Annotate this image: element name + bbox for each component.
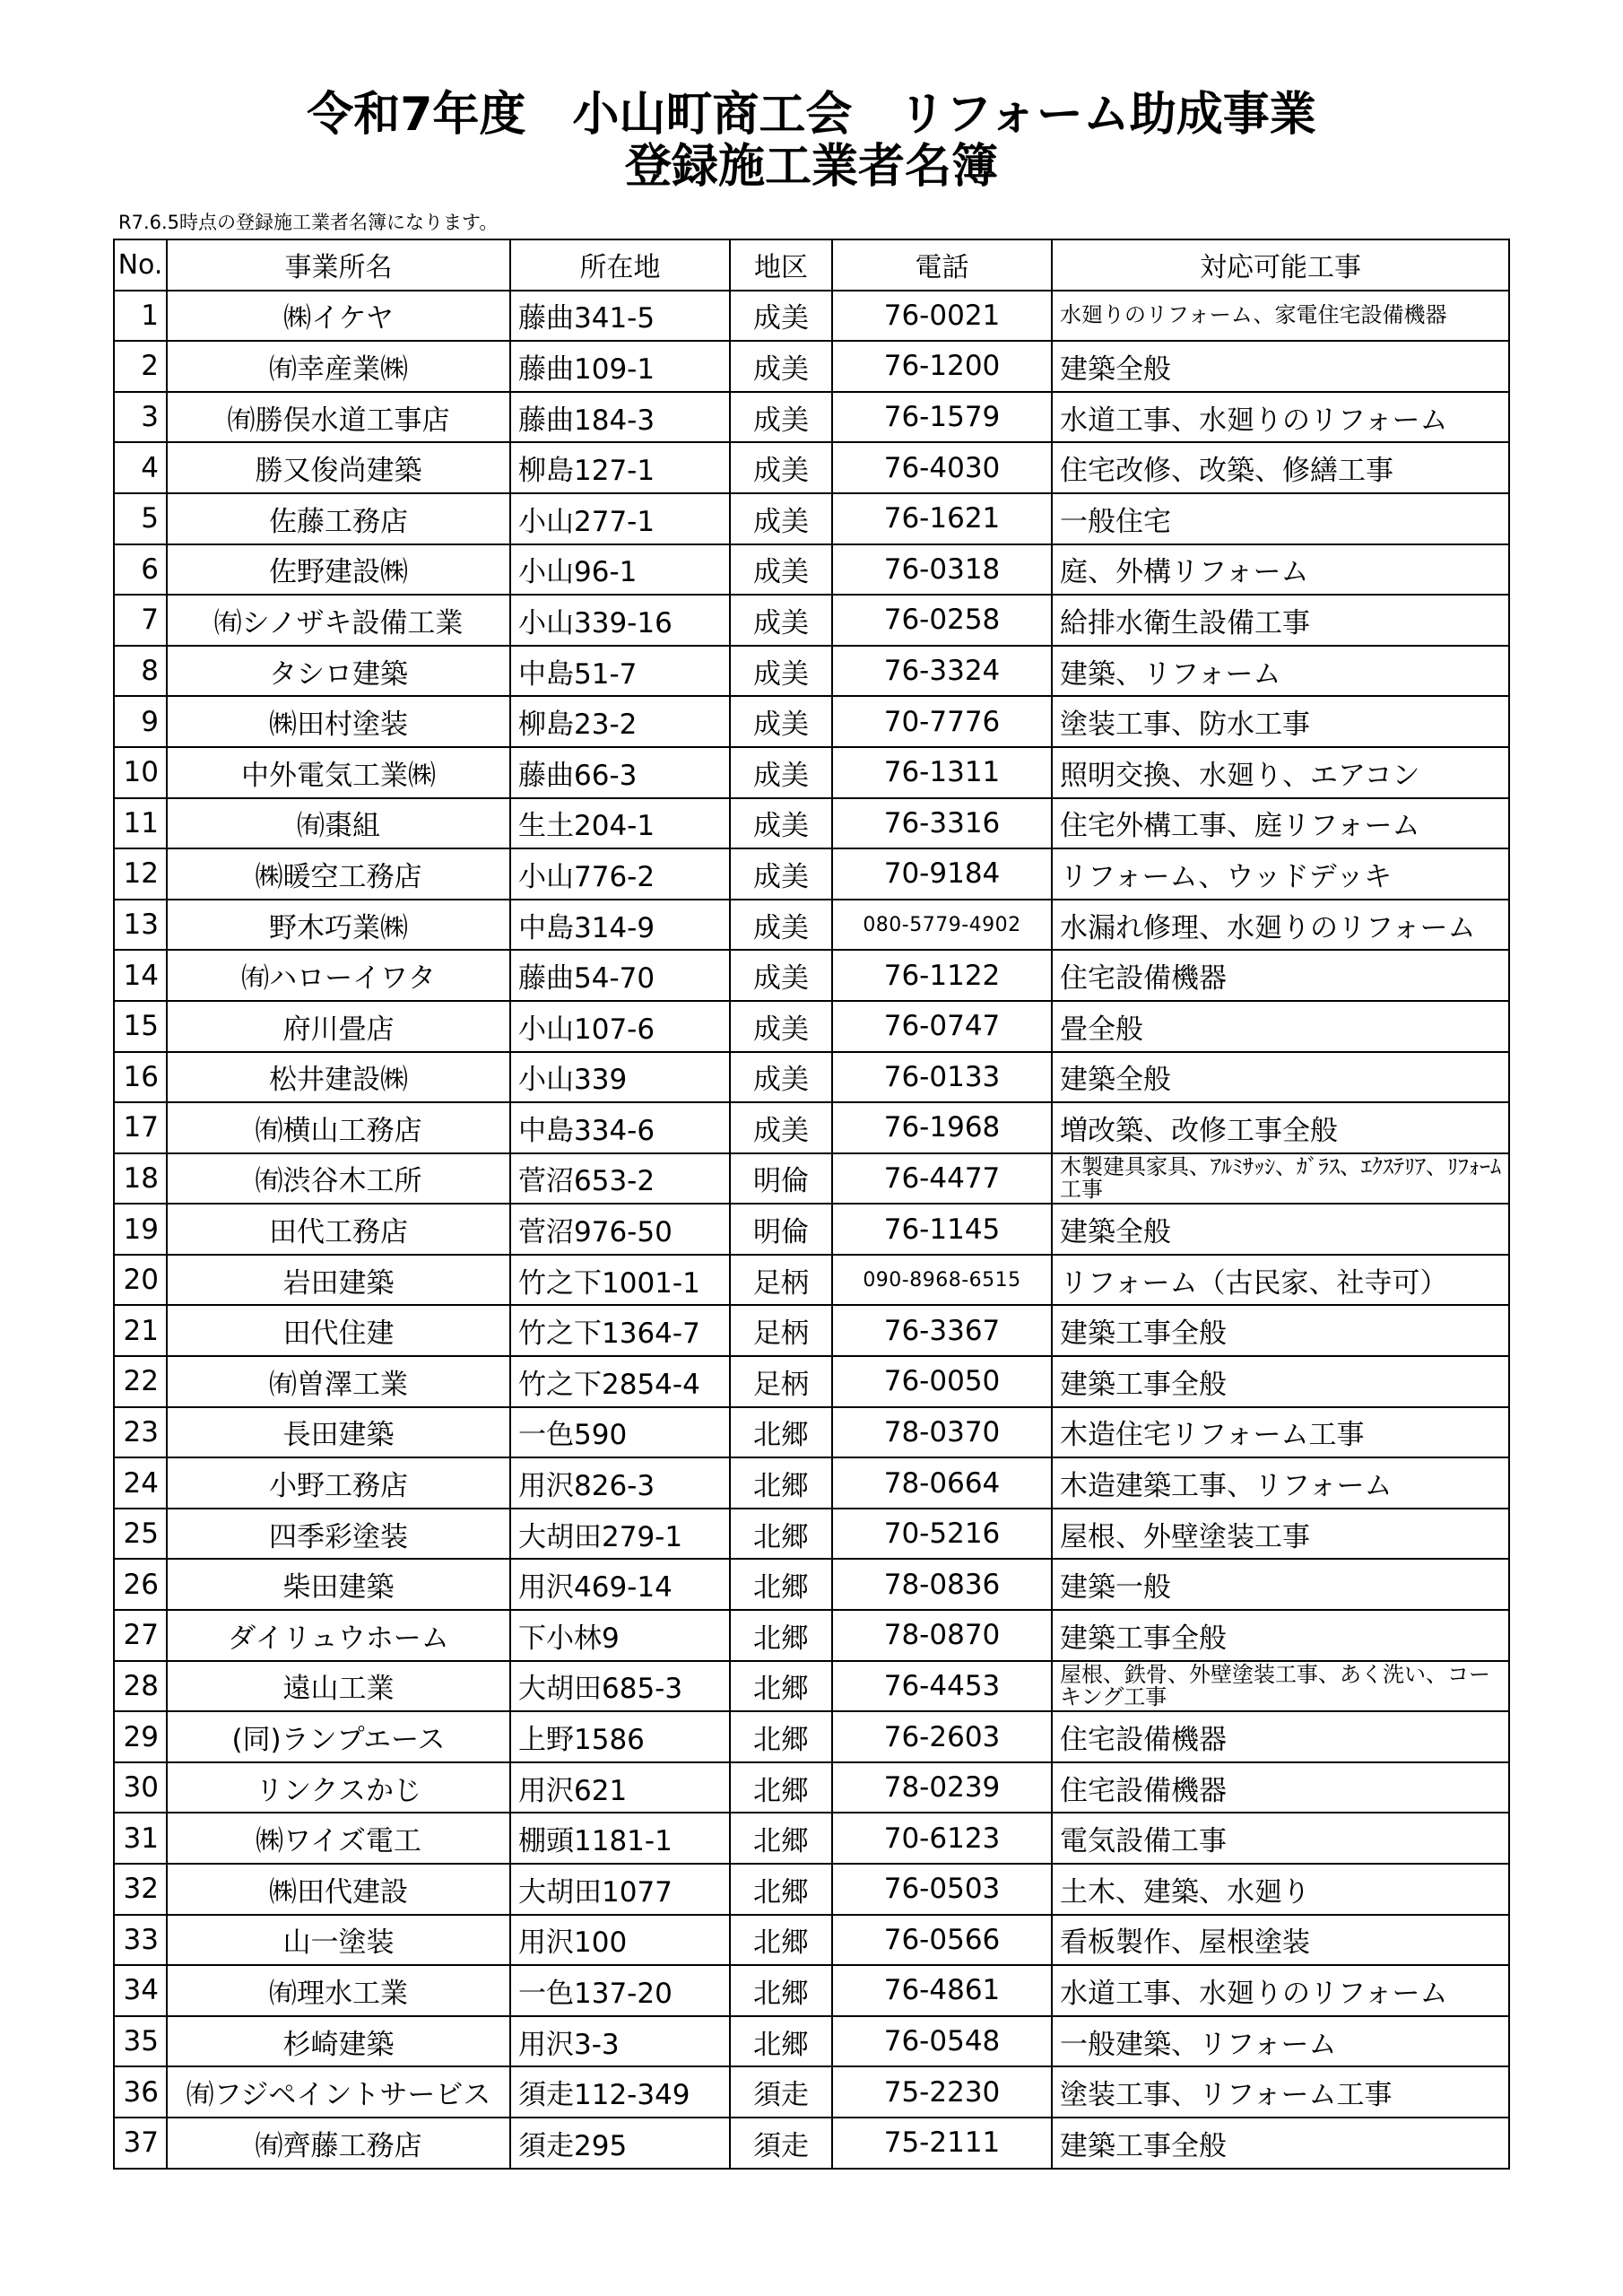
- work-types: 建築一般: [1052, 1559, 1509, 1610]
- work-types: 屋根、外壁塗装工事: [1052, 1509, 1509, 1560]
- phone: 75-2111: [832, 2118, 1052, 2169]
- table-row: [114, 291, 1509, 342]
- address: 中島51-7: [510, 646, 730, 697]
- work-types: 住宅設備機器: [1052, 1762, 1509, 1813]
- work-types: 照明交換、水廻り、エアコン: [1052, 747, 1509, 798]
- business-name: ㈲シノザキ設備工業: [167, 595, 510, 646]
- table-row: [114, 1813, 1509, 1864]
- work-types: 庭、外構リフォーム: [1052, 544, 1509, 596]
- phone: 70-6123: [832, 1813, 1052, 1864]
- business-name: ㈱田村塗装: [167, 696, 510, 747]
- business-name: ㈲幸産業㈱: [167, 341, 510, 392]
- phone: 76-0050: [832, 1356, 1052, 1407]
- table-row: [114, 595, 1509, 646]
- phone: 76-1579: [832, 392, 1052, 443]
- table-row: [114, 392, 1509, 443]
- work-types: 塗装工事、リフォーム工事: [1052, 2066, 1509, 2118]
- district: 北郷: [730, 1965, 832, 2016]
- phone: 080-5779-4902: [832, 900, 1052, 951]
- table-row: [114, 798, 1509, 849]
- row-number: 3: [114, 392, 167, 443]
- document-title-line2: 登録施工業者名簿: [624, 140, 998, 194]
- address: 柳島127-1: [510, 442, 730, 493]
- row-number: 16: [114, 1052, 167, 1103]
- phone: 78-0664: [832, 1457, 1052, 1509]
- business-name: 勝又俊尚建築: [167, 442, 510, 493]
- table-row: [114, 1102, 1509, 1153]
- address: 用沢100: [510, 1915, 730, 1966]
- table-row: [114, 341, 1509, 392]
- business-name: リンクスかじ: [167, 1762, 510, 1813]
- address: 小山277-1: [510, 493, 730, 544]
- table-row: [114, 1305, 1509, 1356]
- district: 成美: [730, 493, 832, 544]
- phone: 76-4030: [832, 442, 1052, 493]
- header-name: 事業所名: [167, 239, 510, 291]
- district: 北郷: [730, 1457, 832, 1509]
- work-types: 木製建具家具、ｱﾙﾐｻｯｼ、ｶﾞﾗｽ、ｴｸｽﾃﾘｱ、ﾘﾌｫｰﾑ工事: [1052, 1153, 1509, 1205]
- address: 菅沼976-50: [510, 1204, 730, 1255]
- work-types: 建築工事全般: [1052, 2118, 1509, 2169]
- address: 竹之下2854-4: [510, 1356, 730, 1407]
- business-name: 野木巧業㈱: [167, 900, 510, 951]
- phone: 76-1968: [832, 1102, 1052, 1153]
- address: 小山96-1: [510, 544, 730, 596]
- address: 中島334-6: [510, 1102, 730, 1153]
- table-row: [114, 1965, 1509, 2016]
- work-types: 水廻りのリフォーム、家電住宅設備機器: [1052, 291, 1509, 342]
- row-number: 21: [114, 1305, 167, 1356]
- phone: 78-0870: [832, 1610, 1052, 1661]
- district: 須走: [730, 2066, 832, 2118]
- business-name: 中外電気工業㈱: [167, 747, 510, 798]
- header-address: 所在地: [510, 239, 730, 291]
- business-name: 府川畳店: [167, 1001, 510, 1052]
- phone: 76-4861: [832, 1965, 1052, 2016]
- business-name: ㈲理水工業: [167, 1965, 510, 2016]
- work-types: 水道工事、水廻りのリフォーム: [1052, 1965, 1509, 2016]
- district: 成美: [730, 595, 832, 646]
- table-row: [114, 696, 1509, 747]
- table-row: [114, 646, 1509, 697]
- document-title-line1: 令和7年度 小山町商工会 リフォーム助成事業: [307, 88, 1316, 142]
- table-row: [114, 1204, 1509, 1255]
- table-row: [114, 1001, 1509, 1052]
- row-number: 33: [114, 1915, 167, 1966]
- district: 北郷: [730, 2016, 832, 2067]
- work-types: 建築工事全般: [1052, 1610, 1509, 1661]
- table-row: [114, 950, 1509, 1001]
- table-row: [114, 2016, 1509, 2067]
- address: 一色590: [510, 1407, 730, 1458]
- table-row: [114, 2118, 1509, 2169]
- phone: 76-0318: [832, 544, 1052, 596]
- address: 用沢826-3: [510, 1457, 730, 1509]
- row-number: 11: [114, 798, 167, 849]
- business-name: 柴田建築: [167, 1559, 510, 1610]
- phone: 76-1122: [832, 950, 1052, 1001]
- address: 小山339-16: [510, 595, 730, 646]
- address: 棚頭1181-1: [510, 1813, 730, 1864]
- phone: 78-0370: [832, 1407, 1052, 1458]
- business-name: ㈲横山工務店: [167, 1102, 510, 1153]
- header-area: 地区: [730, 239, 832, 291]
- address: 小山107-6: [510, 1001, 730, 1052]
- row-number: 36: [114, 2066, 167, 2118]
- row-number: 27: [114, 1610, 167, 1661]
- row-number: 29: [114, 1711, 167, 1762]
- phone: 76-1311: [832, 747, 1052, 798]
- address: 小山776-2: [510, 848, 730, 900]
- business-name: 遠山工業: [167, 1661, 510, 1712]
- table-row: [114, 1559, 1509, 1610]
- phone: 76-2603: [832, 1711, 1052, 1762]
- phone: 78-0239: [832, 1762, 1052, 1813]
- business-name: 佐野建設㈱: [167, 544, 510, 596]
- district: 成美: [730, 848, 832, 900]
- district: 成美: [730, 442, 832, 493]
- address: 小山339: [510, 1052, 730, 1103]
- business-name: 小野工務店: [167, 1457, 510, 1509]
- address: 須走295: [510, 2118, 730, 2169]
- table-row: [114, 1255, 1509, 1306]
- phone: 78-0836: [832, 1559, 1052, 1610]
- address: 竹之下1001-1: [510, 1255, 730, 1306]
- row-number: 5: [114, 493, 167, 544]
- district: 北郷: [730, 1915, 832, 1966]
- phone: 76-1145: [832, 1204, 1052, 1255]
- work-types: 木造建築工事、リフォーム: [1052, 1457, 1509, 1509]
- address: 柳島23-2: [510, 696, 730, 747]
- table-row: [114, 2066, 1509, 2118]
- phone: 76-0133: [832, 1052, 1052, 1103]
- work-types: 電気設備工事: [1052, 1813, 1509, 1864]
- business-name: ㈱ワイズ電工: [167, 1813, 510, 1864]
- table-row: [114, 747, 1509, 798]
- work-types: リフォーム、ウッドデッキ: [1052, 848, 1509, 900]
- district: 北郷: [730, 1762, 832, 1813]
- row-number: 23: [114, 1407, 167, 1458]
- district: 成美: [730, 544, 832, 596]
- row-number: 34: [114, 1965, 167, 2016]
- table-row: [114, 1661, 1509, 1712]
- district: 北郷: [730, 1407, 832, 1458]
- district: 足柄: [730, 1255, 832, 1306]
- work-types: 住宅設備機器: [1052, 1711, 1509, 1762]
- business-name: 長田建築: [167, 1407, 510, 1458]
- address: 藤曲184-3: [510, 392, 730, 443]
- district: 成美: [730, 798, 832, 849]
- work-types: 増改築、改修工事全般: [1052, 1102, 1509, 1153]
- row-number: 31: [114, 1813, 167, 1864]
- work-types: 屋根、鉄骨、外壁塗装工事、あく洗い、コーキング工事: [1052, 1661, 1509, 1712]
- district: 明倫: [730, 1153, 832, 1205]
- work-types: リフォーム（古民家、社寺可）: [1052, 1255, 1509, 1306]
- row-number: 12: [114, 848, 167, 900]
- district: 成美: [730, 1102, 832, 1153]
- business-name: 四季彩塗装: [167, 1509, 510, 1560]
- work-types: 一般建築、リフォーム: [1052, 2016, 1509, 2067]
- phone: 70-7776: [832, 696, 1052, 747]
- district: 北郷: [730, 1864, 832, 1915]
- row-number: 26: [114, 1559, 167, 1610]
- address: 須走112-349: [510, 2066, 730, 2118]
- row-number: 15: [114, 1001, 167, 1052]
- work-types: 木造住宅リフォーム工事: [1052, 1407, 1509, 1458]
- business-name: ㈱田代建設: [167, 1864, 510, 1915]
- district: 北郷: [730, 1711, 832, 1762]
- header-tel: 電話: [832, 239, 1052, 291]
- address: 藤曲109-1: [510, 341, 730, 392]
- district: 足柄: [730, 1356, 832, 1407]
- business-name: ㈱イケヤ: [167, 291, 510, 342]
- row-number: 4: [114, 442, 167, 493]
- table-row: [114, 1153, 1509, 1205]
- district: 北郷: [730, 1610, 832, 1661]
- business-name: ㈲フジペイントサービス: [167, 2066, 510, 2118]
- table-row: [114, 848, 1509, 900]
- work-types: 建築全般: [1052, 341, 1509, 392]
- table-row: [114, 1052, 1509, 1103]
- district: 成美: [730, 1052, 832, 1103]
- business-name: ダイリュウホーム: [167, 1610, 510, 1661]
- row-number: 37: [114, 2118, 167, 2169]
- row-number: 2: [114, 341, 167, 392]
- address: 大胡田279-1: [510, 1509, 730, 1560]
- business-name: タシロ建築: [167, 646, 510, 697]
- table-row: [114, 1762, 1509, 1813]
- district: 成美: [730, 1001, 832, 1052]
- address: 一色137-20: [510, 1965, 730, 2016]
- work-types: 建築工事全般: [1052, 1305, 1509, 1356]
- table-row: [114, 1711, 1509, 1762]
- business-name: 岩田建築: [167, 1255, 510, 1306]
- business-name: ㈲勝俣水道工事店: [167, 392, 510, 443]
- table-row: [114, 1407, 1509, 1458]
- phone: 76-0021: [832, 291, 1052, 342]
- phone: 76-0747: [832, 1001, 1052, 1052]
- district: 足柄: [730, 1305, 832, 1356]
- work-types: 給排水衛生設備工事: [1052, 595, 1509, 646]
- address: 竹之下1364-7: [510, 1305, 730, 1356]
- address: 大胡田1077: [510, 1864, 730, 1915]
- work-types: 水道工事、水廻りのリフォーム: [1052, 392, 1509, 443]
- row-number: 13: [114, 900, 167, 951]
- phone: 76-3324: [832, 646, 1052, 697]
- phone: 70-5216: [832, 1509, 1052, 1560]
- row-number: 30: [114, 1762, 167, 1813]
- work-types: 塗装工事、防水工事: [1052, 696, 1509, 747]
- row-number: 28: [114, 1661, 167, 1712]
- phone: 76-4477: [832, 1153, 1052, 1205]
- row-number: 24: [114, 1457, 167, 1509]
- address: 大胡田685-3: [510, 1661, 730, 1712]
- table-header-row: [114, 239, 1509, 291]
- business-name: ㈲棗組: [167, 798, 510, 849]
- address: 中島314-9: [510, 900, 730, 951]
- district: 北郷: [730, 1813, 832, 1864]
- work-types: 畳全般: [1052, 1001, 1509, 1052]
- work-types: 水漏れ修理、水廻りのリフォーム: [1052, 900, 1509, 951]
- row-number: 8: [114, 646, 167, 697]
- business-name: 佐藤工務店: [167, 493, 510, 544]
- phone: 76-1200: [832, 341, 1052, 392]
- district: 成美: [730, 900, 832, 951]
- phone: 76-4453: [832, 1661, 1052, 1712]
- phone: 70-9184: [832, 848, 1052, 900]
- address: 菅沼653-2: [510, 1153, 730, 1205]
- table-row: [114, 1457, 1509, 1509]
- business-name: ㈲齊藤工務店: [167, 2118, 510, 2169]
- row-number: 20: [114, 1255, 167, 1306]
- row-number: 1: [114, 291, 167, 342]
- district: 成美: [730, 696, 832, 747]
- district: 成美: [730, 646, 832, 697]
- business-name: ㈲ハローイワタ: [167, 950, 510, 1001]
- address: 藤曲66-3: [510, 747, 730, 798]
- address: 下小林9: [510, 1610, 730, 1661]
- date-note: R7.6.5時点の登録施工業者名簿になります。: [118, 212, 499, 233]
- row-number: 17: [114, 1102, 167, 1153]
- business-name: ㈲渋谷木工所: [167, 1153, 510, 1205]
- business-name: (同)ランプエース: [167, 1711, 510, 1762]
- work-types: 住宅外構工事、庭リフォーム: [1052, 798, 1509, 849]
- row-number: 10: [114, 747, 167, 798]
- phone: 76-0503: [832, 1864, 1052, 1915]
- business-name: 田代工務店: [167, 1204, 510, 1255]
- row-number: 18: [114, 1153, 167, 1205]
- row-number: 35: [114, 2016, 167, 2067]
- address: 生土204-1: [510, 798, 730, 849]
- phone: 76-1621: [832, 493, 1052, 544]
- business-name: 山一塗装: [167, 1915, 510, 1966]
- row-number: 9: [114, 696, 167, 747]
- row-number: 19: [114, 1204, 167, 1255]
- district: 成美: [730, 747, 832, 798]
- work-types: 建築全般: [1052, 1052, 1509, 1103]
- business-name: 田代住建: [167, 1305, 510, 1356]
- table-row: [114, 900, 1509, 951]
- address: 用沢621: [510, 1762, 730, 1813]
- table-row: [114, 493, 1509, 544]
- work-types: 住宅設備機器: [1052, 950, 1509, 1001]
- row-number: 14: [114, 950, 167, 1001]
- district: 北郷: [730, 1559, 832, 1610]
- business-name: ㈲曽澤工業: [167, 1356, 510, 1407]
- phone: 76-0548: [832, 2016, 1052, 2067]
- work-types: 看板製作、屋根塗装: [1052, 1915, 1509, 1966]
- phone: 76-0258: [832, 595, 1052, 646]
- work-types: 建築全般: [1052, 1204, 1509, 1255]
- table-row: [114, 1864, 1509, 1915]
- phone: 76-3316: [832, 798, 1052, 849]
- header-work: 対応可能工事: [1052, 239, 1509, 291]
- work-types: 土木、建築、水廻り: [1052, 1864, 1509, 1915]
- contractor-table: [113, 239, 1510, 2170]
- phone: 090-8968-6515: [832, 1255, 1052, 1306]
- address: 藤曲54-70: [510, 950, 730, 1001]
- row-number: 6: [114, 544, 167, 596]
- address: 藤曲341-5: [510, 291, 730, 342]
- table-row: [114, 1610, 1509, 1661]
- work-types: 一般住宅: [1052, 493, 1509, 544]
- table-row: [114, 1915, 1509, 1966]
- district: 須走: [730, 2118, 832, 2169]
- district: 成美: [730, 392, 832, 443]
- table-row: [114, 544, 1509, 596]
- district: 明倫: [730, 1204, 832, 1255]
- district: 成美: [730, 950, 832, 1001]
- business-name: 杉崎建築: [167, 2016, 510, 2067]
- table-row: [114, 1356, 1509, 1407]
- district: 成美: [730, 291, 832, 342]
- phone: 75-2230: [832, 2066, 1052, 2118]
- address: 用沢3-3: [510, 2016, 730, 2067]
- row-number: 7: [114, 595, 167, 646]
- row-number: 32: [114, 1864, 167, 1915]
- district: 北郷: [730, 1661, 832, 1712]
- address: 用沢469-14: [510, 1559, 730, 1610]
- phone: 76-0566: [832, 1915, 1052, 1966]
- work-types: 建築工事全般: [1052, 1356, 1509, 1407]
- phone: 76-3367: [832, 1305, 1052, 1356]
- work-types: 住宅改修、改築、修繕工事: [1052, 442, 1509, 493]
- district: 成美: [730, 341, 832, 392]
- table-row: [114, 442, 1509, 493]
- row-number: 22: [114, 1356, 167, 1407]
- business-name: 松井建設㈱: [167, 1052, 510, 1103]
- business-name: ㈱暖空工務店: [167, 848, 510, 900]
- table-row: [114, 1509, 1509, 1560]
- work-types: 建築、リフォーム: [1052, 646, 1509, 697]
- district: 北郷: [730, 1509, 832, 1560]
- row-number: 25: [114, 1509, 167, 1560]
- address: 上野1586: [510, 1711, 730, 1762]
- header-no: No.: [114, 239, 167, 291]
